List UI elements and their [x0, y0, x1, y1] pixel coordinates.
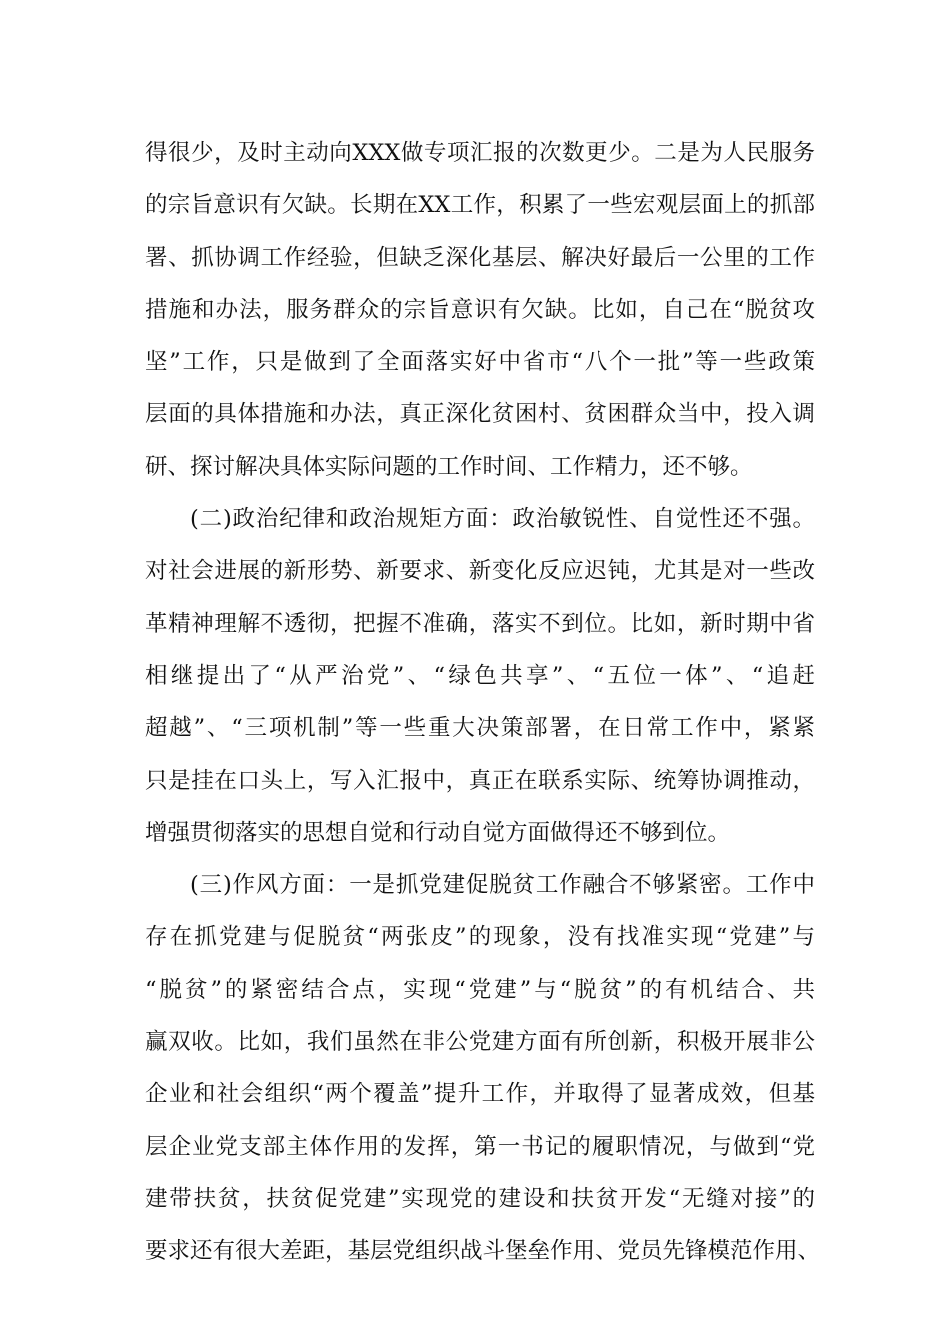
text-line: 增强贯彻落实的思想自觉和行动自觉方面做得还不够到位。 — [145, 819, 731, 846]
text-line: 措施和办法，服务群众的宗旨意识有欠缺。比如，自己在“脱贫攻 — [145, 296, 815, 323]
text-line: 坚”工作，只是做到了全面落实好中省市“八个一批”等一些政策 — [145, 349, 815, 376]
text-line: 超越”、“三项机制”等一些重大决策部署，在日常工作中，紧紧 — [145, 715, 815, 742]
document-body — [145, 127, 821, 1278]
text-line: 层面的具体措施和办法，真正深化贫困村、贫困群众当中，投入调 — [145, 401, 815, 428]
text-line: 对社会进展的新形势、新要求、新变化反应迟钝，尤其是对一些改 — [145, 558, 815, 585]
text-line: 要求还有很大差距，基层党组织战斗堡垒作用、党员先锋模范作用、 — [145, 1238, 821, 1265]
text-line: 得很少，及时主动向XXX做专项汇报的次数更少。二是为人民服务 — [145, 140, 815, 166]
text-line: (二)政治纪律和政治规矩方面：政治敏锐性、自觉性还不强。 — [190, 506, 815, 533]
text-line: (三)作风方面：一是抓党建促脱贫工作融合不够紧密。工作中 — [190, 872, 815, 899]
text-line: 只是挂在口头上，写入汇报中，真正在联系实际、统筹协调推动， — [145, 767, 815, 794]
text-line: “脱贫”的紧密结合点，实现“党建”与“脱贫”的有机结合、共 — [145, 976, 815, 1003]
text-line: 企业和社会组织“两个覆盖”提升工作，并取得了显著成效，但基 — [145, 1081, 815, 1108]
text-line: 的宗旨意识有欠缺。长期在XX工作，积累了一些宏观层面上的抓部 — [145, 192, 815, 219]
text-line: 建带扶贫，扶贫促党建”实现党的建设和扶贫开发“无缝对接”的 — [145, 1185, 815, 1212]
text-line: 署、抓协调工作经验，但缺乏深化基层、解决好最后一公里的工作 — [145, 244, 815, 271]
text-line: 存在抓党建与促脱贫“两张皮”的现象，没有找准实现“党建”与 — [145, 924, 815, 951]
text-line: 研、探讨解决具体实际问题的工作时间、工作精力，还不够。 — [145, 453, 753, 480]
text-line: 赢双收。比如，我们虽然在非公党建方面有所创新，积极开展非公 — [145, 1029, 815, 1056]
text-line: 层企业党支部主体作用的发挥，第一书记的履职情况，与做到“党 — [145, 1133, 815, 1160]
text-line: 革精神理解不透彻，把握不准确，落实不到位。比如，新时期中省 — [145, 610, 815, 637]
text-line: 相继提出了“从严治党”、“绿色共享”、“五位一体”、“追赶 — [145, 662, 815, 689]
